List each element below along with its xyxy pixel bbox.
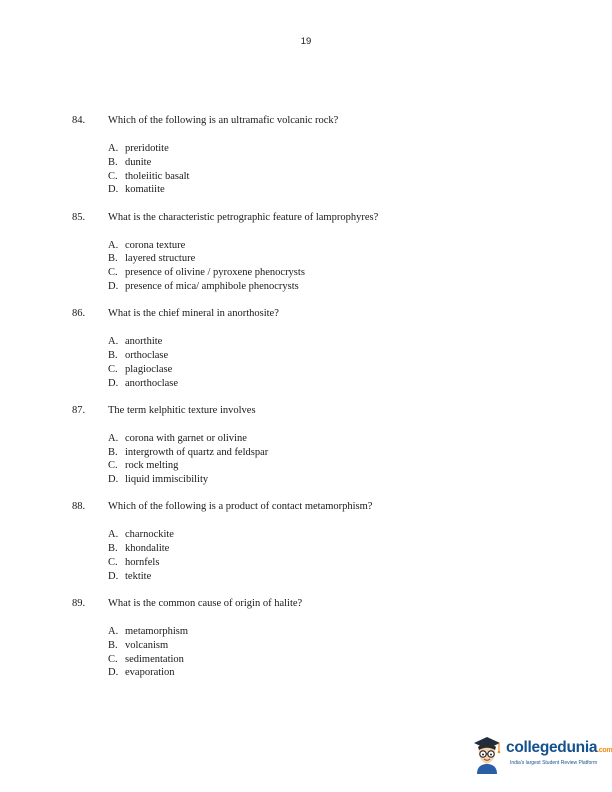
option-text: anorthite <box>125 336 163 348</box>
option-b <box>108 252 305 266</box>
option-letter: C. <box>108 170 118 182</box>
option-letter: D. <box>108 667 119 679</box>
option-text: komatiite <box>125 184 165 196</box>
option-letter: D. <box>108 184 119 196</box>
option-c <box>108 556 174 570</box>
option-b <box>108 156 189 170</box>
option-letter: C. <box>108 460 118 472</box>
option-a <box>108 142 189 156</box>
option-text: evaporation <box>125 667 175 679</box>
option-c <box>108 170 189 184</box>
option-list <box>108 528 174 583</box>
option-text: rock melting <box>125 460 179 472</box>
option-text: layered structure <box>125 253 196 265</box>
option-list <box>108 335 178 390</box>
option-text: charnockite <box>125 529 174 541</box>
option-d <box>108 473 268 487</box>
option-text: corona texture <box>125 239 186 251</box>
option-a <box>108 432 268 446</box>
option-letter: A. <box>108 625 119 637</box>
question-number: 88. <box>72 501 86 513</box>
option-text: intergrowth of quartz and feldspar <box>125 446 269 458</box>
option-letter: B. <box>108 639 118 651</box>
option-text: khondalite <box>125 543 170 555</box>
option-list <box>108 142 189 197</box>
option-a <box>108 528 174 542</box>
option-d <box>108 666 188 680</box>
option-b <box>108 542 174 556</box>
option-text: presence of mica/ amphibole phenocrysts <box>125 280 299 292</box>
option-letter: C. <box>108 267 118 279</box>
option-text: presence of olivine / pyroxene phenocrysts <box>125 267 305 279</box>
option-text: tektite <box>125 570 152 582</box>
option-letter: B. <box>108 543 118 555</box>
option-text: liquid immiscibility <box>125 474 209 486</box>
option-c <box>108 266 305 280</box>
option-text: corona with garnet or olivine <box>125 432 247 444</box>
option-b <box>108 446 268 460</box>
option-list <box>108 432 268 487</box>
question-text: The term kelphitic texture involves <box>108 404 256 416</box>
question-text: What is the chief mineral in anorthosite? <box>108 308 279 320</box>
question-text: Which of the following is an ultramafic volcanic rock? <box>108 115 339 126</box>
option-text: dunite <box>125 156 152 168</box>
question-text: Which of the following is a product of contact metamorphism? <box>108 501 373 513</box>
option-c <box>108 653 188 667</box>
option-letter: D. <box>108 377 119 389</box>
option-letter: C. <box>108 653 118 665</box>
option-text: hornfels <box>125 556 160 568</box>
option-list <box>108 239 305 294</box>
logo-wordmark <box>506 739 612 757</box>
option-text: metamorphism <box>125 625 188 637</box>
student-mascot-icon <box>470 734 504 774</box>
option-letter: A. <box>108 143 119 154</box>
option-letter: B. <box>108 253 118 265</box>
option-a <box>108 335 178 349</box>
question-85 <box>0 211 612 308</box>
option-a <box>108 625 188 639</box>
question-88 <box>0 500 612 597</box>
option-letter: D. <box>108 474 119 486</box>
question-number: 86. <box>72 308 86 320</box>
page-number: 19 <box>300 36 312 47</box>
logo-wordmark-text: collegedunia <box>506 739 598 756</box>
option-letter: D. <box>108 570 119 582</box>
option-text: preridotite <box>125 143 169 154</box>
option-letter: A. <box>108 239 119 251</box>
option-d <box>108 377 178 391</box>
logo-tagline: India's largest Student Review Platform <box>510 760 598 766</box>
option-d <box>108 570 174 584</box>
option-d <box>108 280 305 294</box>
option-d <box>108 183 189 197</box>
option-text: sedimentation <box>125 653 184 665</box>
logo-wordmark-suffix: .com <box>597 747 612 754</box>
collegedunia-logo <box>470 734 612 780</box>
option-letter: B. <box>108 156 118 168</box>
option-letter: D. <box>108 280 119 292</box>
option-b <box>108 349 178 363</box>
option-letter: C. <box>108 556 118 568</box>
question-86 <box>0 307 612 404</box>
option-letter: A. <box>108 529 119 541</box>
question-text: What is the common cause of origin of halite? <box>108 597 303 609</box>
option-letter: A. <box>108 432 119 444</box>
option-text: orthoclase <box>125 349 169 361</box>
option-text: volcanism <box>125 639 169 651</box>
question-number: 89. <box>72 597 86 609</box>
option-b <box>108 639 188 653</box>
option-text: anorthoclase <box>125 377 179 389</box>
question-89 <box>0 597 612 694</box>
question-list <box>0 114 612 694</box>
question-number: 84. <box>72 115 86 126</box>
option-c <box>108 363 178 377</box>
option-letter: B. <box>108 446 118 458</box>
question-number: 87. <box>72 404 86 416</box>
question-87 <box>0 404 612 501</box>
option-c <box>108 459 268 473</box>
question-text: What is the characteristic petrographic feature of lamprophyres? <box>108 211 379 223</box>
option-text: plagioclase <box>125 363 173 375</box>
option-letter: B. <box>108 349 118 361</box>
option-a <box>108 239 305 253</box>
question-84 <box>0 114 612 211</box>
option-letter: A. <box>108 336 119 348</box>
option-text: tholeiitic basalt <box>125 170 190 182</box>
option-list <box>108 625 188 680</box>
question-number: 85. <box>72 211 86 223</box>
option-letter: C. <box>108 363 118 375</box>
